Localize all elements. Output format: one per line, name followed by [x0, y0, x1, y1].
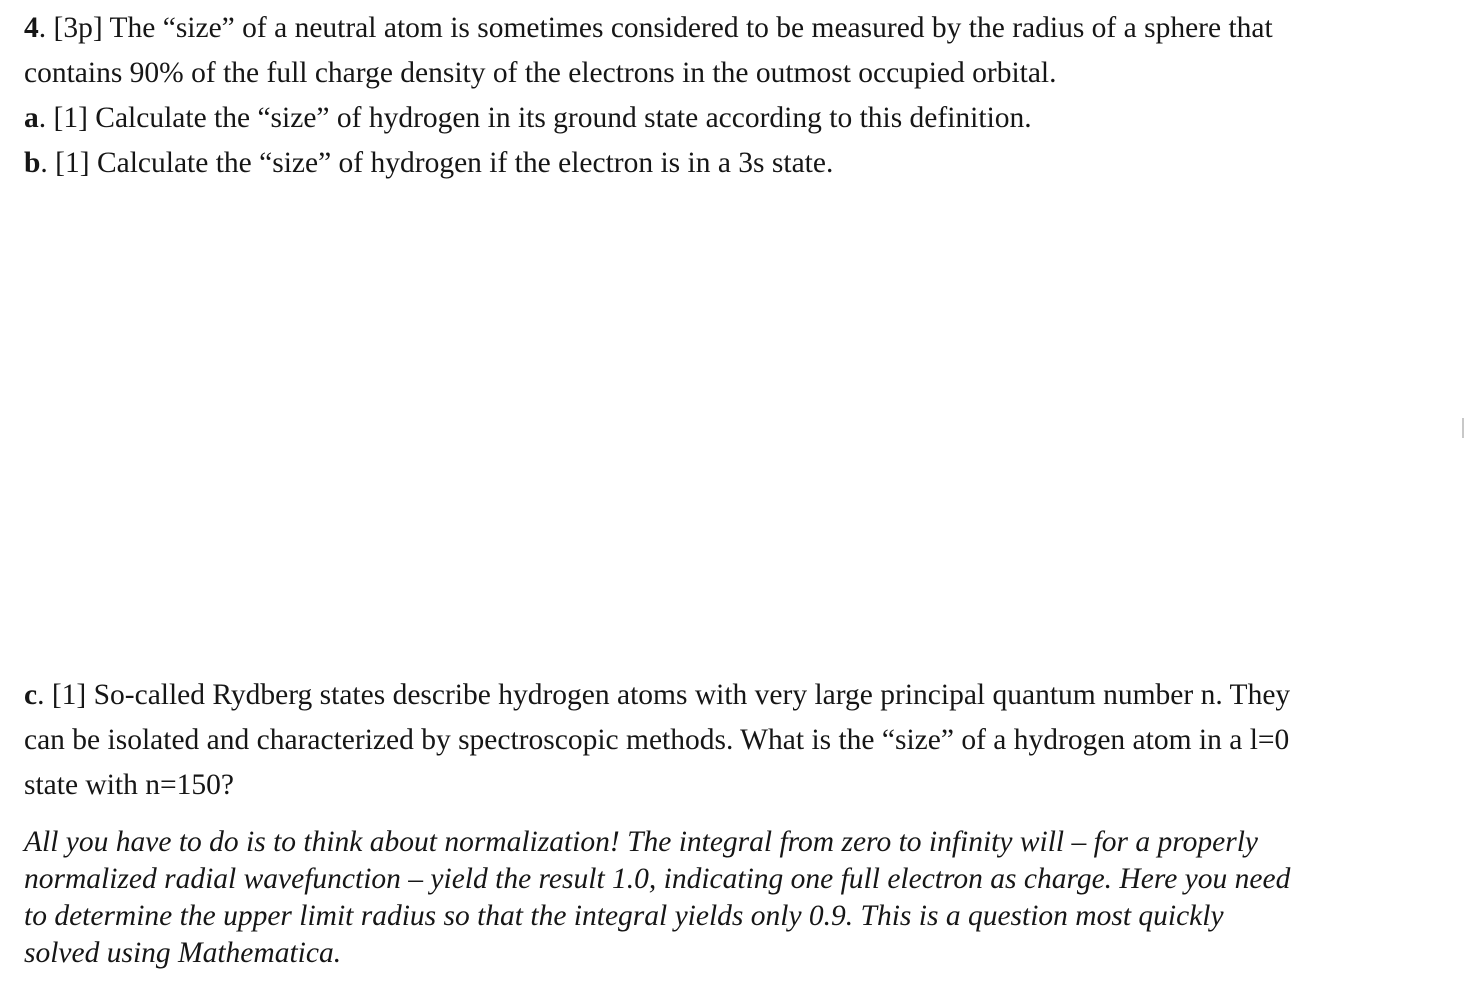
part-c-line-3: state with n=150?	[24, 769, 234, 801]
question-intro: . [3p] The “size” of a neutral atom is sometimes considered to be measured by the radius of a sphere that	[38, 12, 1273, 44]
hint-line: All you have to do is to think about normalization! The integral from zero to infinity will – for a properly	[24, 826, 1259, 858]
question-number: 4	[24, 12, 39, 44]
page-edge-mark	[1462, 418, 1464, 438]
part-c-letter: c	[24, 679, 38, 711]
hint-line: normalized radial wavefunction – yield the result 1.0, indicating one full electron as charge. Here you need	[24, 863, 1291, 895]
part-c-line-2: can be isolated and characterized by spectroscopic methods. What is the “size” of a hydrogen atom in a l=0	[24, 724, 1290, 756]
question-4-line-1	[24, 6, 1273, 50]
hint-line: solved using Mathematica.	[24, 937, 342, 969]
part-a-letter: a	[24, 102, 39, 134]
part-a-text: . [1] Calculate the “size” of hydrogen in its ground state according to this definition.	[38, 102, 1032, 134]
question-4-line-2: contains 90% of the full charge density of the electrons in the outmost occupied orbital.	[24, 57, 1057, 89]
answer-space	[24, 200, 1444, 660]
hint-paragraph	[24, 824, 1444, 972]
part-b-letter: b	[24, 147, 41, 179]
part-c-line-1	[24, 673, 1290, 717]
part-b-text: . [1] Calculate the “size” of hydrogen if the electron is in a 3s state.	[40, 147, 834, 179]
part-a	[24, 96, 1032, 140]
part-c-text: . [1] So-called Rydberg states describe hydrogen atoms with very large principal quantum number n. They	[37, 679, 1291, 711]
part-b	[24, 141, 833, 185]
assignment-document	[24, 0, 1444, 1003]
hint-line: to determine the upper limit radius so that the integral yields only 0.9. This is a question most quickly	[24, 900, 1224, 932]
